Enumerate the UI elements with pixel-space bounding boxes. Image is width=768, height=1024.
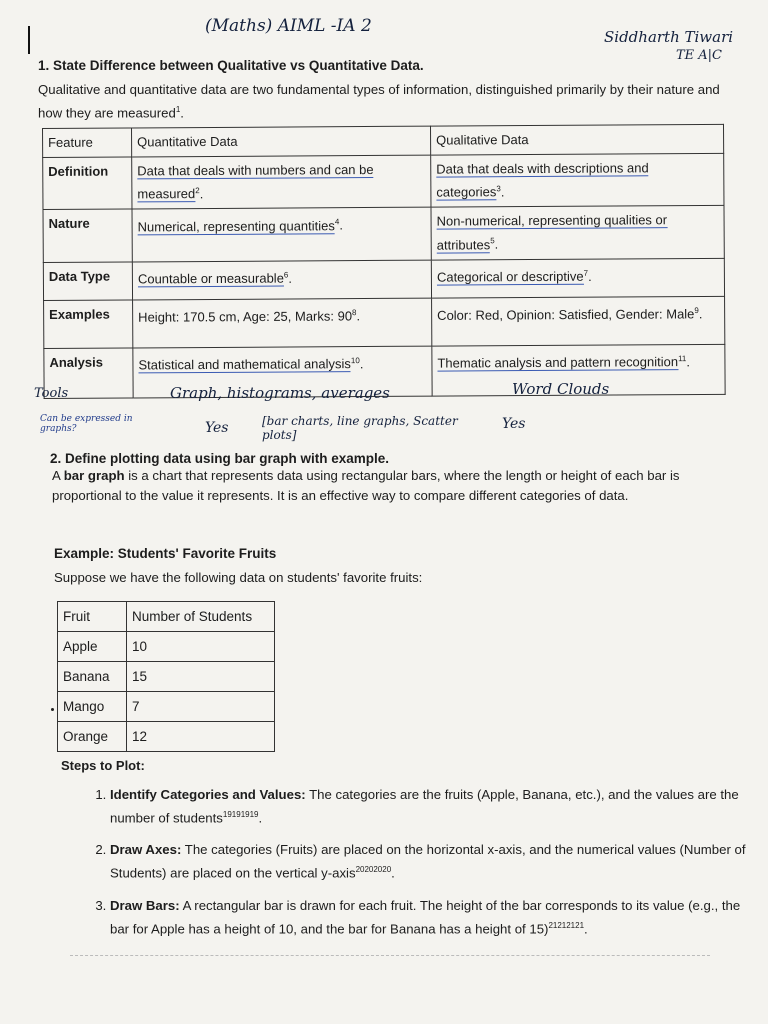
table-header-cell: Quantitative Data [132,126,431,157]
quant-cell: Data that deals with numbers and can be measured$^2$. [132,155,431,209]
qual-cell: Categorical or descriptive$^7$. [431,258,724,298]
feature-cell: Data Type [43,262,132,301]
hand-tools-qual: Word Clouds [512,380,610,398]
example-title: Example: Students' Favorite Fruits [54,546,277,561]
fruit-header-cell: Fruit [58,602,127,632]
qual-cell: Non-numerical, representing qualities or attributes$^5$. [431,206,724,260]
qual-cell: Thematic analysis and pattern recognition$^{11}$. [432,344,725,396]
fruit-name-cell: Mango [58,692,127,722]
hand-graphs-qual-yes: Yes [502,416,526,432]
qual-cell: Color: Red, Opinion: Satisfied, Gender: Male$^9$. [432,296,725,346]
table-row [43,258,724,300]
fruit-count-cell: 7 [127,692,275,722]
feature-cell: Nature [43,209,132,262]
table-row [44,296,725,348]
step-item: 3. Draw Bars: A rectangular bar is drawn for each fruit. The height of the bar corresponds to its value (e.g., the bar for Apple has a height of 10, and the bar for Banana has a height of 15)$^{21212121}$. [110,896,750,939]
handwritten-header: (Maths) AIML -IA 2 [205,16,372,36]
q1-title: 1. State Difference between Qualitative vs Quantitative Data. [38,58,424,73]
hand-graphs-quant-yes: Yes [205,420,229,436]
table-row [43,206,724,262]
step-item: 1. Identify Categories and Values: The categories are the fruits (Apple, Banana, etc.), and the values are the number of students$^{19191919}$. [110,785,750,828]
quant-cell: Statistical and mathematical analysis$^{10}$. [133,346,432,398]
fruit-header-cell: Number of Students [127,602,275,632]
q1-intro: Qualitative and quantitative data are two fundamental types of information, distinguished primarily by their nature and how they are measured$^1$. [38,82,720,121]
page-divider [70,955,710,956]
qual-cell: Data that deals with descriptions and categories$^3$. [431,153,724,207]
table-row [58,722,275,752]
hand-tools-label: Tools [34,386,69,401]
stray-mark [51,708,54,711]
example-intro: Suppose we have the following data on students' favorite fruits: [54,570,423,585]
table-row [58,632,275,662]
margin-mark [28,26,30,54]
q2-definition: A bar graph is a chart that represents data using rectangular bars, where the length or height of each bar is proportional to the value it represents. It is an effective way to compare different categories of data. [52,468,680,503]
quant-cell: Height: 170.5 cm, Age: 25, Marks: $90^8$. [133,298,432,348]
fruit-name-cell: Apple [58,632,127,662]
fruit-name-cell: Orange [58,722,127,752]
feature-cell: Examples [44,300,133,349]
handwritten-name: Siddharth Tiwari [604,28,734,46]
hand-graphs-quant-note: [bar charts, line graphs, Scatter plots] [262,414,458,442]
table-header-cell: Feature [43,128,132,158]
steps-title: Steps to Plot: [61,758,145,773]
step-item: 2. Draw Axes: The categories (Fruits) are placed on the horizontal x-axis, and the numerical values (Number of Students) are placed on the vertical y-axis$^{20202020}$. [110,840,750,883]
table-header-cell: Qualitative Data [430,124,723,155]
fruit-name-cell: Banana [58,662,127,692]
steps-list [82,785,750,951]
table-header-row [43,124,724,157]
feature-cell: Analysis [44,348,133,399]
table-row [58,692,275,722]
fruit-count-cell: 15 [127,662,275,692]
quant-cell: Countable or measurable$^6$. [132,260,431,300]
fruit-header-row [58,602,275,632]
feature-cell: Definition [43,157,132,210]
hand-graphs-label: Can be expressed in graphs? [40,414,133,434]
comparison-table [42,124,726,399]
table-row [58,662,275,692]
fruit-count-cell: 10 [127,632,275,662]
fruit-table [57,601,275,752]
table-row [43,153,724,209]
hand-tools-quant: Graph, histograms, averages [170,384,390,402]
q2-title: 2. Define plotting data using bar graph with example. [50,451,390,466]
handwritten-class: TE A|C [676,48,723,63]
fruit-count-cell: 12 [127,722,275,752]
quant-cell: Numerical, representing quantities$^4$. [132,207,431,261]
